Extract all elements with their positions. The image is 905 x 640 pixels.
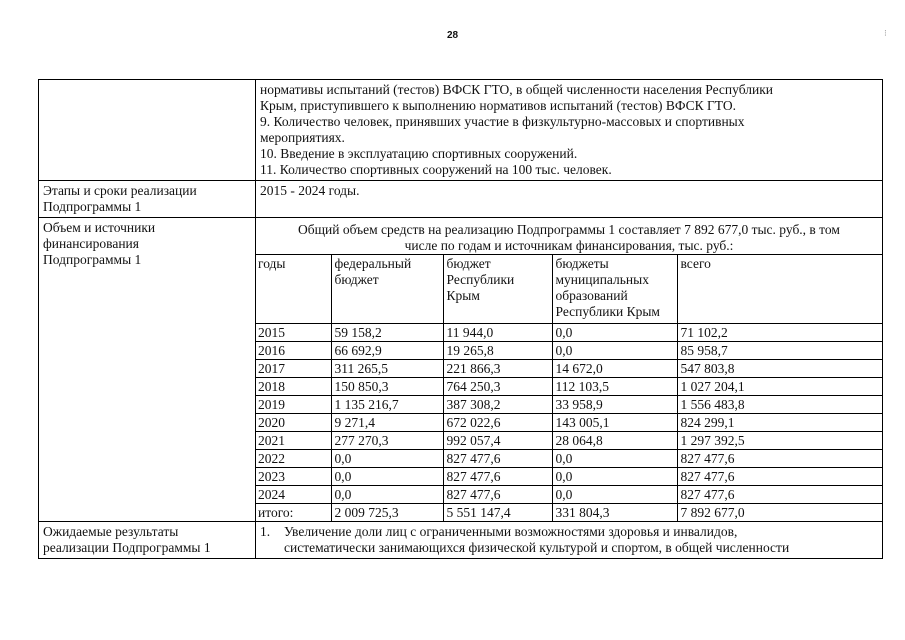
funding-data-row — [255, 450, 882, 468]
funding-cell-year: 2020 — [255, 414, 331, 432]
funding-cell-municipal: 0,0 — [552, 324, 677, 342]
funding-data-row — [255, 432, 882, 450]
funding-cell-total: 824 299,1 — [677, 414, 882, 432]
funding-cell-municipal: 112 103,5 — [552, 378, 677, 396]
funding-cell-year: итого: — [255, 504, 331, 522]
funding-cell-total: 827 477,6 — [677, 450, 882, 468]
funding-cell-municipal: 0,0 — [552, 450, 677, 468]
funding-data-row — [255, 342, 882, 360]
funding-cell-republic: 221 866,3 — [443, 360, 552, 378]
funding-cell-municipal: 14 672,0 — [552, 360, 677, 378]
funding-cell-federal: 0,0 — [331, 486, 443, 504]
stages-label-line: Этапы и сроки реализации — [43, 183, 197, 198]
results-item — [260, 524, 878, 556]
stages-label-line: Подпрограммы 1 — [43, 199, 142, 214]
funding-cell-federal: 1 135 216,7 — [331, 396, 443, 414]
header-federal-line: федеральный — [334, 256, 412, 271]
results-item-line: систематически занимающихся физической культурой и спортом, в общей численности — [284, 540, 790, 555]
stages-label — [39, 181, 256, 218]
indicators-line: 11. Количество спортивных сооружений на 100 тыс. человек. — [260, 162, 612, 177]
results-label-line: Ожидаемые результаты — [43, 524, 179, 539]
funding-cell-republic: 387 308,2 — [443, 396, 552, 414]
page-number: 28 — [446, 30, 459, 41]
header-municipal-line: бюджеты — [555, 256, 609, 271]
indicators-line: нормативы испытаний (тестов) ВФСК ГТО, в общей численности населения Республики — [260, 82, 773, 97]
passport-table — [38, 79, 883, 559]
funding-cell-federal: 277 270,3 — [331, 432, 443, 450]
results-row — [39, 522, 883, 559]
funding-cell-year: 2024 — [255, 486, 331, 504]
funding-cell-year: 2021 — [255, 432, 331, 450]
header-municipal — [552, 255, 677, 324]
header-year: годы — [255, 255, 331, 324]
funding-label-line: Подпрограммы 1 — [43, 252, 142, 267]
funding-cell-total: 85 958,7 — [677, 342, 882, 360]
results-item-number: 1. — [260, 524, 271, 539]
funding-table — [255, 254, 882, 521]
results-label-line: реализации Подпрограммы 1 — [43, 540, 211, 555]
funding-cell-municipal: 28 064,8 — [552, 432, 677, 450]
funding-cell-republic: 827 477,6 — [443, 486, 552, 504]
funding-cell-federal: 0,0 — [331, 468, 443, 486]
funding-data-row — [255, 378, 882, 396]
indicators-row — [39, 80, 883, 181]
funding-cell-total: 71 102,2 — [677, 324, 882, 342]
stages-value: 2015 - 2024 годы. — [256, 181, 883, 218]
indicators-line: мероприятиях. — [260, 130, 345, 145]
funding-cell-total: 1 297 392,5 — [677, 432, 882, 450]
funding-intro-line: Общий объем средств на реализацию Подпрограммы 1 составляет 7 892 677,0 тыс. руб., в том — [298, 222, 840, 237]
margin-mark: ⁝ — [884, 28, 887, 38]
funding-cell-federal: 9 271,4 — [331, 414, 443, 432]
funding-cell-year: 2019 — [255, 396, 331, 414]
funding-cell-municipal: 143 005,1 — [552, 414, 677, 432]
funding-intro-line: числе по годам и источникам финансирования, тыс. руб.: — [404, 238, 734, 253]
funding-cell-republic: 764 250,3 — [443, 378, 552, 396]
funding-cell-federal: 59 158,2 — [331, 324, 443, 342]
stages-row — [39, 181, 883, 218]
funding-data-row — [255, 360, 882, 378]
funding-data-row — [255, 414, 882, 432]
funding-cell-total: 1 556 483,8 — [677, 396, 882, 414]
funding-cell-municipal: 0,0 — [552, 342, 677, 360]
funding-cell-year: 2015 — [255, 324, 331, 342]
header-republic — [443, 255, 552, 324]
funding-cell-total: 7 892 677,0 — [677, 504, 882, 522]
header-republic-line: бюджет — [446, 256, 491, 271]
funding-label-line: Объем и источники — [43, 220, 156, 235]
funding-cell-republic: 827 477,6 — [443, 450, 552, 468]
header-total: всего — [677, 255, 882, 324]
funding-cell-federal: 311 265,5 — [331, 360, 443, 378]
results-label — [39, 522, 256, 559]
funding-cell-year: 2023 — [255, 468, 331, 486]
funding-cell-municipal: 0,0 — [552, 486, 677, 504]
funding-cell-municipal: 331 804,3 — [552, 504, 677, 522]
funding-cell-year: 2017 — [255, 360, 331, 378]
funding-header-row — [255, 255, 882, 324]
funding-data-row — [255, 396, 882, 414]
funding-label-line: финансирования — [43, 236, 139, 251]
funding-intro — [260, 220, 878, 254]
funding-cell-year: 2018 — [255, 378, 331, 396]
indicators-label-cell — [39, 80, 256, 181]
funding-cell-federal: 2 009 725,3 — [331, 504, 443, 522]
indicators-text — [256, 80, 883, 181]
header-municipal-line: образований — [555, 288, 628, 303]
header-federal-line: бюджет — [334, 272, 379, 287]
funding-cell-republic: 5 551 147,4 — [443, 504, 552, 522]
results-item-line: Увеличение доли лиц с ограниченными возможностями здоровья и инвалидов, — [284, 524, 738, 539]
funding-label — [39, 218, 256, 522]
header-republic-line: Республики — [446, 272, 515, 287]
funding-cell-federal: 0,0 — [331, 450, 443, 468]
funding-cell-total: 547 803,8 — [677, 360, 882, 378]
funding-cell-federal: 66 692,9 — [331, 342, 443, 360]
indicators-line: 10. Введение в эксплуатацию спортивных сооружений. — [260, 146, 578, 161]
funding-cell-municipal: 33 958,9 — [552, 396, 677, 414]
header-municipal-line: Республики Крым — [555, 304, 660, 319]
funding-cell-republic: 827 477,6 — [443, 468, 552, 486]
indicators-line: 9. Количество человек, принявших участие в физкультурно-массовых и спортивных — [260, 114, 745, 129]
indicators-line: Крым, приступившего к выполнению нормативов испытаний (тестов) ВФСК ГТО. — [260, 98, 736, 113]
funding-cell-municipal: 0,0 — [552, 468, 677, 486]
funding-content — [256, 218, 883, 522]
funding-data-row — [255, 324, 882, 342]
funding-cell-federal: 150 850,3 — [331, 378, 443, 396]
funding-data-row — [255, 468, 882, 486]
funding-cell-total: 827 477,6 — [677, 468, 882, 486]
funding-cell-total: 1 027 204,1 — [677, 378, 882, 396]
header-municipal-line: муниципальных — [555, 272, 649, 287]
funding-row — [39, 218, 883, 522]
funding-cell-republic: 11 944,0 — [443, 324, 552, 342]
funding-cell-year: 2022 — [255, 450, 331, 468]
funding-cell-republic: 19 265,8 — [443, 342, 552, 360]
funding-data-row — [255, 504, 882, 522]
results-item-text — [284, 524, 878, 556]
funding-cell-year: 2016 — [255, 342, 331, 360]
funding-cell-total: 827 477,6 — [677, 486, 882, 504]
header-republic-line: Крым — [446, 288, 480, 303]
funding-cell-republic: 672 022,6 — [443, 414, 552, 432]
results-content — [256, 522, 883, 559]
header-federal — [331, 255, 443, 324]
funding-cell-republic: 992 057,4 — [443, 432, 552, 450]
funding-data-row — [255, 486, 882, 504]
